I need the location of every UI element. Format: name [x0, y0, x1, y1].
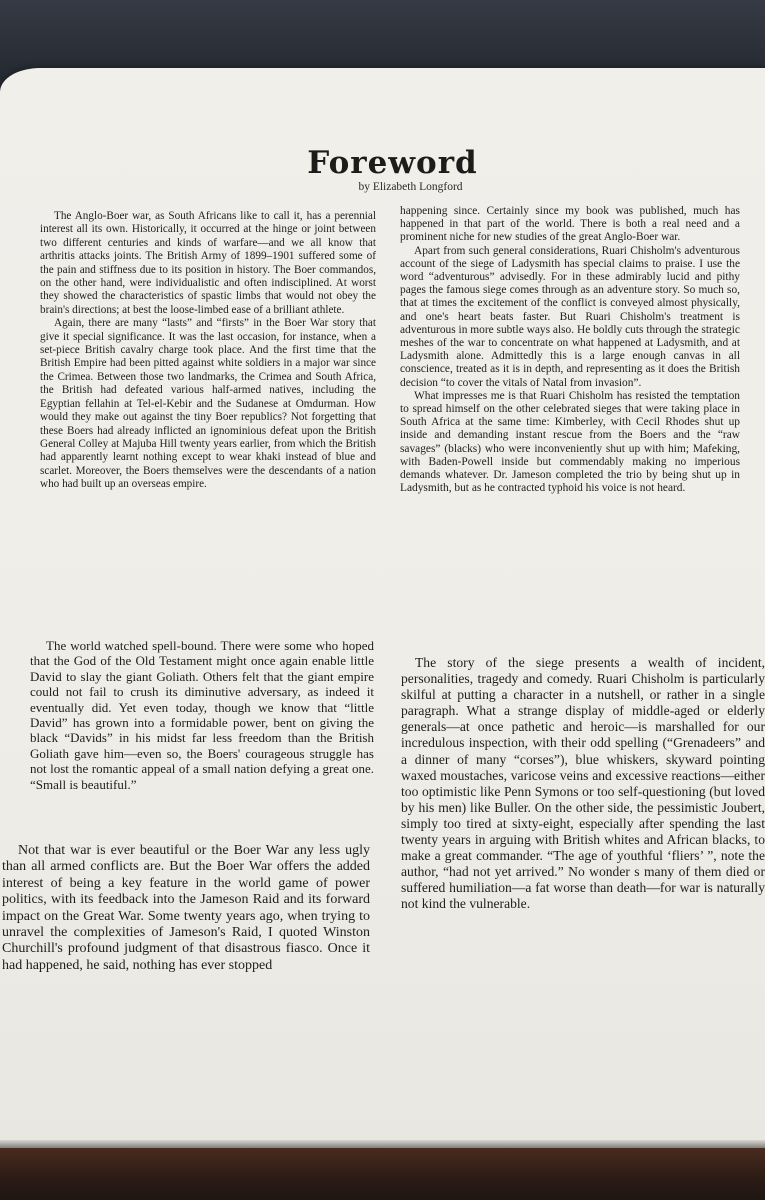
- left-column-lower: [2, 843, 370, 974]
- paragraph: The Anglo-Boer war, as South Africans like to call it, has a perennial interest all its own. Historically, it occurred at the hinge or joint between two different centuries and kinds of warfare—and we all know that arthritis attacks joints. The British Army of 1899–1901 suffered some of the pain and stiffness due to its position in history. The Boer commandos, on the other hand, were individualistic and often indisciplined. At worst they showed the characteristics of spastic limbs that would not obey the brain's directions; at best the loose-limbed ease of a brilliant athlete.: [40, 210, 376, 316]
- right-column-lower: [401, 655, 765, 913]
- paragraph: The world watched spell-bound. There were some who hoped that the God of the Old Testament might once again enable little David to slay the giant Goliath. Others felt that the giant empire could not fail to crush its diminutive adversary, as indeed it eventually did. Yet even today, though we know that “little David” has grown into a formidable power, bent on giving the black “Davids” in his midst far less freedom than the British Goliath gave him—even so, the Boers' courageous struggle has not lost the romantic appeal of a small nation defying a great one. “Small is beautiful.”: [30, 638, 374, 792]
- table-surface: [0, 1148, 765, 1200]
- paragraph: What impresses me is that Ruari Chisholm has resisted the temptation to spread himself on the other celebrated sieges that were taking place in South Africa at the same time: Kimberley, with Cecil Rhodes shut up inside and demanding instant rescue from the Boers and the “raw savages” (blacks) who were inconveniently shut up with him; Mafeking, with Baden-Powell inside but commendably making no imperious demands whatever. Dr. Jameson completed the trio by being shut up in Ladysmith, but as he contracted typhoid his voice is not heard.: [400, 389, 740, 495]
- paragraph: Apart from such general considerations, Ruari Chisholm's adventurous account of the siege of Ladysmith has special claims to praise. I use the word “adventurous” advisedly. For in these admirably lucid and pithy pages the famous siege comes through as an adventure story. So much so, that at times the excitement of the conflict is conveyed almost physically, and one's heart beats faster. But Ruari Chisholm's treatment is adventurous in more subtle ways also. He boldly cuts through the strategic meshes of the war to concentrate on what happened at Ladysmith, and at Ladysmith alone. Admittedly this is a large enough canvas in all conscience, treated as it is in depth, and representing as it does the British decision “to cover the vitals of Natal from invasion”.: [400, 244, 740, 389]
- right-column-upper: [400, 205, 740, 495]
- left-column-middle: [30, 638, 374, 792]
- paragraph: Again, there are many “lasts” and “firsts” in the Boer War story that give it special significance. It was the last occasion, for instance, when a set-piece British cavalry charge took place. And the first time that the British Empire had been pitted against white soldiers in a major war since the Crimea. Between those two landmarks, the Crimea and South Africa, the British had defeated various half-armed natives, including the Egyptian fellahin at Tel-el-Kebir and the Sudanese at Omdurman. How would they make out against the tiny Boer republics? Not forgetting that these Boers had already inflicted an ignominious defeat upon the British General Colley at Majuba Hill twenty years earlier, from which the British had apparently learnt nothing except to wear khaki instead of blue and scarlet. Moreover, the Boers themselves were the descendants of a nation who had built up an overseas empire.: [40, 317, 376, 491]
- paragraph: Not that war is ever beautiful or the Boer War any less ugly than all armed conflicts are. But the Boer War offers the added interest of being a key feature in the world game of power politics, with its feedback into the Jameson Raid and its forward impact on the Great War. Some twenty years ago, when trying to unravel the complexities of Jameson's Raid, I quoted Winston Churchill's profound judgment of that disastrous fiasco. Once it had happened, he said, nothing has ever stopped: [2, 843, 370, 973]
- paragraph: The story of the siege presents a wealth of incident, personalities, tragedy and comedy. Ruari Chisholm is particularly skilful at putting a character in a nutshell, or rather in a single paragraph. What a strange display of middle-aged or elderly generals—at once pathetic and heroic—is marshalled for our incredulous inspection, with their odd spelling (“Grenadeers” and a dinner of many “corses”), blue whiskers, skyward pointing waxed moustaches, varicose veins and excessive reactions—either too optimistic like Penn Symons or too self-questioning (but loved by his men) like Buller. On the other side, the pessimistic Joubert, simply too tired at sixty-eight, especially after spending the last twenty years in arguing with British whites and African blacks, to make a great commander. “The age of youthful ‘fliers’ ”, note the author, “had not yet arrived.” No wonder s many of them died or suffered humiliation—a fat worse than death—for war is naturally not kind the vulnerable.: [401, 655, 765, 912]
- paragraph: happening since. Certainly since my book was published, much has happened in that part of the world. There is both a real need and a prominent niche for new studies of the great Anglo-Boer war.: [400, 205, 740, 244]
- page-title: Foreword: [307, 145, 478, 181]
- byline: by Elizabeth Longford: [358, 181, 463, 193]
- left-column-upper: [40, 210, 376, 492]
